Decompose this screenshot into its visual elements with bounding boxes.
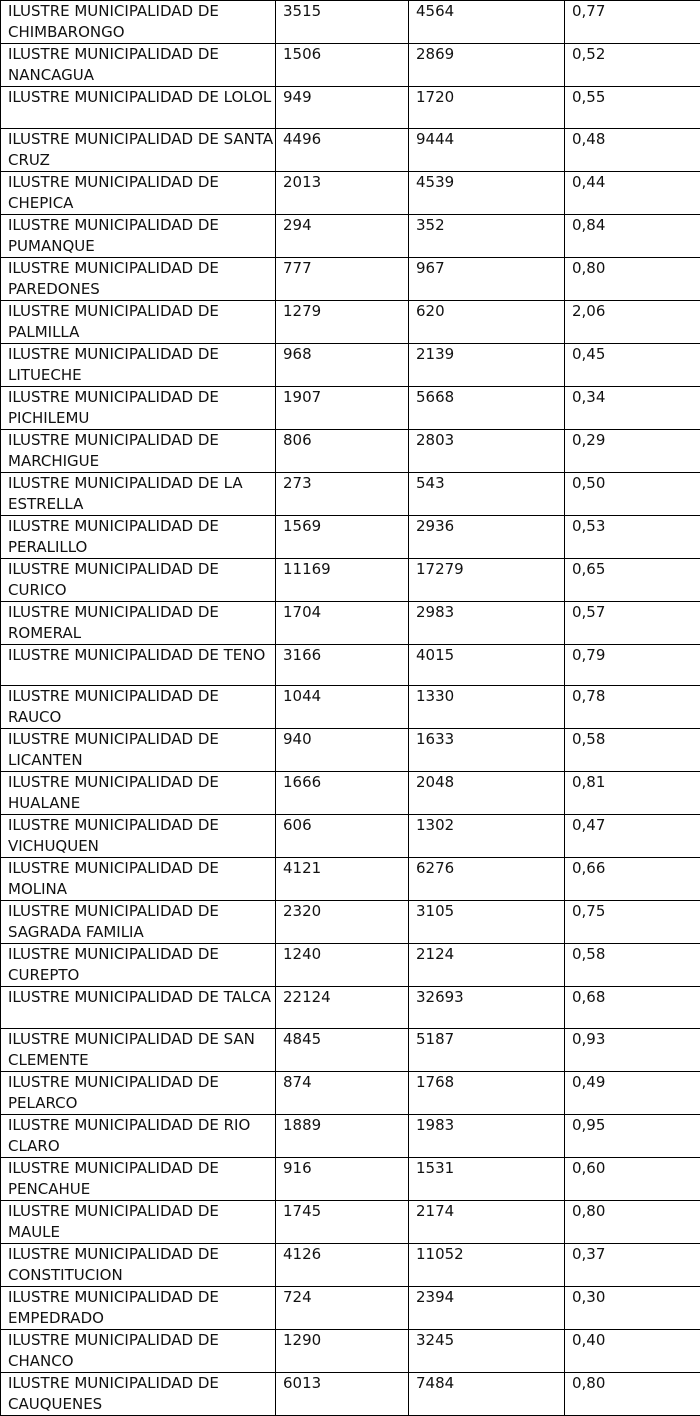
table-row	[1, 729, 700, 772]
ratio-cell: 0,95	[565, 1114, 700, 1157]
value-a-cell: 1704	[276, 601, 409, 644]
ratio-cell: 0,80	[565, 1372, 700, 1415]
table-row	[1, 901, 700, 944]
value-a-cell: 2013	[276, 171, 409, 214]
ratio-cell: 0,80	[565, 257, 700, 300]
value-b-cell: 3105	[409, 901, 565, 944]
value-b-cell: 1720	[409, 87, 565, 129]
municipality-cell: ILUSTRE MUNICIPALIDAD DE ROMERAL	[1, 601, 276, 644]
municipality-cell: ILUSTRE MUNICIPALIDAD DE RAUCO	[1, 686, 276, 729]
value-b-cell: 2983	[409, 601, 565, 644]
municipality-cell: ILUSTRE MUNICIPALIDAD DE SAGRADA FAMILIA	[1, 901, 276, 944]
value-b-cell: 2048	[409, 772, 565, 815]
value-a-cell: 294	[276, 214, 409, 257]
value-a-cell: 4845	[276, 1028, 409, 1071]
table-row	[1, 858, 700, 901]
value-a-cell: 4121	[276, 858, 409, 901]
ratio-cell: 0,48	[565, 128, 700, 171]
value-b-cell: 2936	[409, 515, 565, 558]
value-b-cell: 1330	[409, 686, 565, 729]
table-row	[1, 644, 700, 686]
value-a-cell: 1907	[276, 386, 409, 429]
value-a-cell: 4126	[276, 1243, 409, 1286]
value-b-cell: 17279	[409, 558, 565, 601]
value-a-cell: 940	[276, 729, 409, 772]
table-row	[1, 772, 700, 815]
ratio-cell: 0,81	[565, 772, 700, 815]
table-row	[1, 515, 700, 558]
value-a-cell: 874	[276, 1071, 409, 1114]
municipality-cell: ILUSTRE MUNICIPALIDAD DE RIO CLARO	[1, 1114, 276, 1157]
value-b-cell: 4564	[409, 1, 565, 44]
value-b-cell: 2803	[409, 429, 565, 472]
table-row	[1, 1157, 700, 1200]
ratio-cell: 0,50	[565, 472, 700, 515]
municipality-cell: ILUSTRE MUNICIPALIDAD DE MOLINA	[1, 858, 276, 901]
value-b-cell: 1768	[409, 1071, 565, 1114]
value-a-cell: 724	[276, 1286, 409, 1329]
municipality-cell: ILUSTRE MUNICIPALIDAD DE SAN CLEMENTE	[1, 1028, 276, 1071]
municipality-cell: ILUSTRE MUNICIPALIDAD DE NANCAGUA	[1, 44, 276, 87]
value-b-cell: 352	[409, 214, 565, 257]
ratio-cell: 0,78	[565, 686, 700, 729]
value-b-cell: 32693	[409, 987, 565, 1029]
value-b-cell: 5187	[409, 1028, 565, 1071]
table-row	[1, 944, 700, 987]
value-b-cell: 1302	[409, 815, 565, 858]
municipality-cell: ILUSTRE MUNICIPALIDAD DE CURICO	[1, 558, 276, 601]
value-a-cell: 1290	[276, 1329, 409, 1372]
municipality-cell: ILUSTRE MUNICIPALIDAD DE PICHILEMU	[1, 386, 276, 429]
value-b-cell: 5668	[409, 386, 565, 429]
municipality-cell: ILUSTRE MUNICIPALIDAD DE LOLOL	[1, 87, 276, 129]
table-row	[1, 601, 700, 644]
ratio-cell: 0,84	[565, 214, 700, 257]
ratio-cell: 0,80	[565, 1200, 700, 1243]
value-b-cell: 2174	[409, 1200, 565, 1243]
table-row	[1, 386, 700, 429]
value-b-cell: 1633	[409, 729, 565, 772]
value-a-cell: 1889	[276, 1114, 409, 1157]
table-row	[1, 87, 700, 129]
ratio-cell: 0,49	[565, 1071, 700, 1114]
ratio-cell: 0,66	[565, 858, 700, 901]
value-b-cell: 9444	[409, 128, 565, 171]
value-b-cell: 2394	[409, 1286, 565, 1329]
table-row	[1, 1200, 700, 1243]
value-a-cell: 968	[276, 343, 409, 386]
municipality-cell: ILUSTRE MUNICIPALIDAD DE SANTA CRUZ	[1, 128, 276, 171]
value-a-cell: 1666	[276, 772, 409, 815]
value-a-cell: 1044	[276, 686, 409, 729]
table-row	[1, 558, 700, 601]
table-row	[1, 1071, 700, 1114]
value-a-cell: 1569	[276, 515, 409, 558]
table-row	[1, 343, 700, 386]
value-b-cell: 3245	[409, 1329, 565, 1372]
value-b-cell: 6276	[409, 858, 565, 901]
value-a-cell: 777	[276, 257, 409, 300]
municipality-cell: ILUSTRE MUNICIPALIDAD DE TALCA	[1, 987, 276, 1029]
ratio-cell: 0,58	[565, 729, 700, 772]
value-b-cell: 967	[409, 257, 565, 300]
ratio-cell: 0,30	[565, 1286, 700, 1329]
table-row	[1, 686, 700, 729]
municipality-cell: ILUSTRE MUNICIPALIDAD DE TENO	[1, 644, 276, 686]
value-a-cell: 1506	[276, 44, 409, 87]
value-b-cell: 7484	[409, 1372, 565, 1415]
value-a-cell: 806	[276, 429, 409, 472]
ratio-cell: 0,52	[565, 44, 700, 87]
municipality-cell: ILUSTRE MUNICIPALIDAD DE PAREDONES	[1, 257, 276, 300]
value-a-cell: 2320	[276, 901, 409, 944]
value-b-cell: 620	[409, 300, 565, 343]
table-row	[1, 987, 700, 1029]
value-b-cell: 4015	[409, 644, 565, 686]
value-b-cell: 1983	[409, 1114, 565, 1157]
municipality-cell: ILUSTRE MUNICIPALIDAD DE CHIMBARONGO	[1, 1, 276, 44]
table-row	[1, 429, 700, 472]
value-b-cell: 4539	[409, 171, 565, 214]
municipality-cell: ILUSTRE MUNICIPALIDAD DE CHEPICA	[1, 171, 276, 214]
ratio-cell: 0,53	[565, 515, 700, 558]
municipality-cell: ILUSTRE MUNICIPALIDAD DE PELARCO	[1, 1071, 276, 1114]
ratio-cell: 0,75	[565, 901, 700, 944]
table-row	[1, 1243, 700, 1286]
table-row	[1, 1028, 700, 1071]
ratio-cell: 0,79	[565, 644, 700, 686]
value-a-cell: 1240	[276, 944, 409, 987]
value-a-cell: 273	[276, 472, 409, 515]
value-b-cell: 11052	[409, 1243, 565, 1286]
municipality-cell: ILUSTRE MUNICIPALIDAD DE MARCHIGUE	[1, 429, 276, 472]
value-a-cell: 606	[276, 815, 409, 858]
ratio-cell: 0,57	[565, 601, 700, 644]
table-row	[1, 1114, 700, 1157]
ratio-cell: 0,37	[565, 1243, 700, 1286]
table-row	[1, 472, 700, 515]
value-a-cell: 11169	[276, 558, 409, 601]
value-a-cell: 6013	[276, 1372, 409, 1415]
table-row	[1, 128, 700, 171]
ratio-cell: 0,45	[565, 343, 700, 386]
municipality-cell: ILUSTRE MUNICIPALIDAD DE CONSTITUCION	[1, 1243, 276, 1286]
municipality-cell: ILUSTRE MUNICIPALIDAD DE CUREPTO	[1, 944, 276, 987]
municipality-cell: ILUSTRE MUNICIPALIDAD DE PERALILLO	[1, 515, 276, 558]
ratio-cell: 0,77	[565, 1, 700, 44]
value-b-cell: 1531	[409, 1157, 565, 1200]
municipality-cell: ILUSTRE MUNICIPALIDAD DE LA ESTRELLA	[1, 472, 276, 515]
table-row	[1, 44, 700, 87]
municipality-cell: ILUSTRE MUNICIPALIDAD DE CAUQUENES	[1, 1372, 276, 1415]
value-b-cell: 2139	[409, 343, 565, 386]
value-a-cell: 949	[276, 87, 409, 129]
value-a-cell: 1279	[276, 300, 409, 343]
value-a-cell: 916	[276, 1157, 409, 1200]
ratio-cell: 0,60	[565, 1157, 700, 1200]
value-a-cell: 3515	[276, 1, 409, 44]
ratio-cell: 0,40	[565, 1329, 700, 1372]
value-a-cell: 3166	[276, 644, 409, 686]
municipality-cell: ILUSTRE MUNICIPALIDAD DE EMPEDRADO	[1, 1286, 276, 1329]
ratio-cell: 0,58	[565, 944, 700, 987]
municipality-cell: ILUSTRE MUNICIPALIDAD DE MAULE	[1, 1200, 276, 1243]
ratio-cell: 0,29	[565, 429, 700, 472]
value-b-cell: 2124	[409, 944, 565, 987]
municipality-cell: ILUSTRE MUNICIPALIDAD DE PALMILLA	[1, 300, 276, 343]
table-row	[1, 214, 700, 257]
ratio-cell: 2,06	[565, 300, 700, 343]
ratio-cell: 0,34	[565, 386, 700, 429]
municipality-cell: ILUSTRE MUNICIPALIDAD DE PUMANQUE	[1, 214, 276, 257]
value-b-cell: 2869	[409, 44, 565, 87]
table-row	[1, 815, 700, 858]
municipality-cell: ILUSTRE MUNICIPALIDAD DE HUALANE	[1, 772, 276, 815]
ratio-cell: 0,68	[565, 987, 700, 1029]
municipality-cell: ILUSTRE MUNICIPALIDAD DE VICHUQUEN	[1, 815, 276, 858]
value-a-cell: 22124	[276, 987, 409, 1029]
value-a-cell: 4496	[276, 128, 409, 171]
table-row	[1, 1372, 700, 1415]
table-row	[1, 300, 700, 343]
table-row	[1, 257, 700, 300]
table-row	[1, 171, 700, 214]
table-body	[1, 1, 700, 1416]
ratio-cell: 0,44	[565, 171, 700, 214]
ratio-cell: 0,47	[565, 815, 700, 858]
table-row	[1, 1286, 700, 1329]
municipality-cell: ILUSTRE MUNICIPALIDAD DE PENCAHUE	[1, 1157, 276, 1200]
ratio-cell: 0,55	[565, 87, 700, 129]
table-row	[1, 1329, 700, 1372]
municipality-cell: ILUSTRE MUNICIPALIDAD DE LICANTEN	[1, 729, 276, 772]
value-b-cell: 543	[409, 472, 565, 515]
table-row	[1, 1, 700, 44]
municipality-cell: ILUSTRE MUNICIPALIDAD DE CHANCO	[1, 1329, 276, 1372]
municipality-cell: ILUSTRE MUNICIPALIDAD DE LITUECHE	[1, 343, 276, 386]
value-a-cell: 1745	[276, 1200, 409, 1243]
ratio-cell: 0,65	[565, 558, 700, 601]
ratio-cell: 0,93	[565, 1028, 700, 1071]
